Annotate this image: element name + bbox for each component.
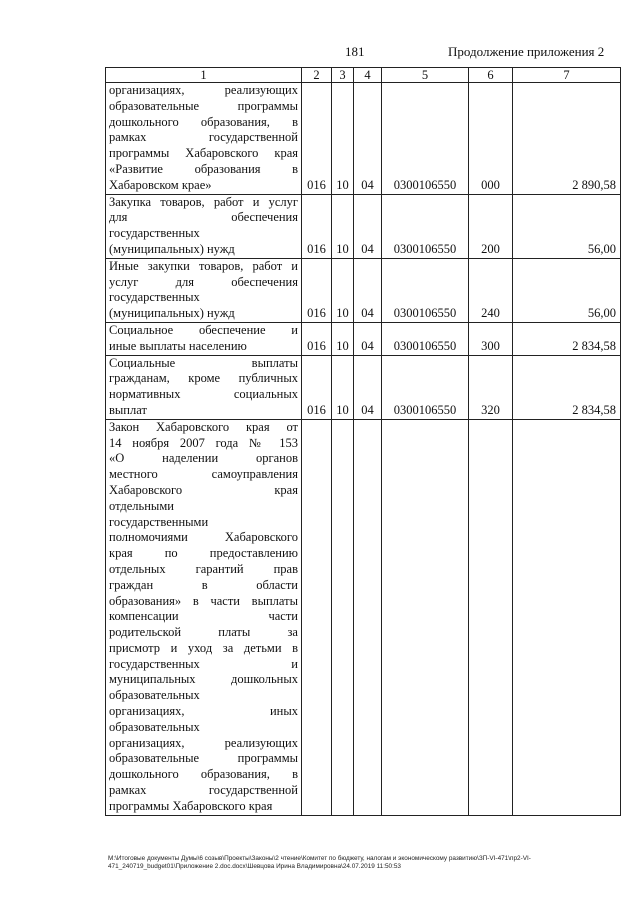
cell-c5: 0300106550 xyxy=(382,83,469,195)
cell-c7: 2 890,58 xyxy=(513,83,621,195)
row-description xyxy=(106,194,302,258)
description-line: Социальные выплаты xyxy=(109,355,298,370)
cell-c4: 04 xyxy=(354,322,382,355)
description-line: дошкольного образования, в xyxy=(109,114,298,129)
page-number: 181 xyxy=(345,44,365,59)
cell-c2: 016 xyxy=(302,83,332,195)
cell-c3 xyxy=(332,419,354,815)
description-line: полномочиями Хабаровского xyxy=(109,530,298,545)
description-line: края по предоставлению xyxy=(109,546,298,561)
description-line: компенсации части xyxy=(109,609,298,624)
header-cell: 1 xyxy=(106,68,302,83)
file-path-footer: M:\Итоговые документы Думы\6 созыв\Проекты\Законы\2 чтение\Комитет по бюджету, налогам и экономическому развитию\ЗП-VI-471\пр2-VI-471_240719_budget01\Приложение 2.doc.docx\Шевцова Ирина Владимировна\24.07.2019 11:50:53 xyxy=(108,855,531,871)
header-cell: 3 xyxy=(332,68,354,83)
table-row xyxy=(106,419,621,815)
cell-c5 xyxy=(382,419,469,815)
description-line: дошкольного образования, в xyxy=(109,767,298,782)
description-line: отдельных гарантий прав xyxy=(109,561,298,576)
cell-c5: 0300106550 xyxy=(382,355,469,419)
table-row xyxy=(106,83,621,195)
description-line: Закупка товаров, работ и услуг xyxy=(109,194,298,209)
description-line: государственных и xyxy=(109,656,298,671)
description-line: рамках государственной xyxy=(109,130,298,145)
row-description xyxy=(106,322,302,355)
row-description xyxy=(106,258,302,322)
description-line: организациях, реализующих xyxy=(109,83,298,97)
description-line: образовательных xyxy=(109,688,200,703)
header-cell: 6 xyxy=(469,68,513,83)
description-line: отдельными xyxy=(109,498,174,513)
description-line: «Развитие образования в xyxy=(109,161,298,176)
description-line: Иные закупки товаров, работ и xyxy=(109,258,298,273)
cell-c5: 0300106550 xyxy=(382,322,469,355)
cell-c3: 10 xyxy=(332,83,354,195)
header-cell: 7 xyxy=(513,68,621,83)
table-row xyxy=(106,258,621,322)
cell-c6 xyxy=(469,419,513,815)
description-line: граждан в области xyxy=(109,577,298,592)
table-row xyxy=(106,355,621,419)
description-line: выплат xyxy=(109,402,147,417)
cell-c6: 200 xyxy=(469,194,513,258)
description-line: 14 ноября 2007 года № 153 xyxy=(109,435,298,450)
description-line: «О наделении органов xyxy=(109,451,298,466)
cell-c4 xyxy=(354,419,382,815)
table-row xyxy=(106,322,621,355)
cell-c3: 10 xyxy=(332,355,354,419)
table-row xyxy=(106,194,621,258)
continuation-caption: Продолжение приложения 2 xyxy=(448,44,605,59)
cell-c7 xyxy=(513,419,621,815)
description-line: государственных xyxy=(109,290,200,305)
description-line: местного самоуправления xyxy=(109,467,298,482)
cell-c3: 10 xyxy=(332,194,354,258)
cell-c4: 04 xyxy=(354,258,382,322)
description-line: Хабаровского края xyxy=(109,482,298,497)
cell-c6: 320 xyxy=(469,355,513,419)
row-description xyxy=(106,355,302,419)
cell-c2: 016 xyxy=(302,258,332,322)
cell-c5: 0300106550 xyxy=(382,194,469,258)
row-description xyxy=(106,419,302,815)
cell-c6: 300 xyxy=(469,322,513,355)
description-line: гражданам, кроме публичных xyxy=(109,371,298,386)
cell-c2 xyxy=(302,419,332,815)
description-line: рамках государственной xyxy=(109,783,298,798)
cell-c7: 2 834,58 xyxy=(513,355,621,419)
description-line: (муниципальных) нужд xyxy=(109,306,235,321)
description-line: Социальное обеспечение и xyxy=(109,322,298,337)
description-line: нормативных социальных xyxy=(109,387,298,402)
header-cell: 4 xyxy=(354,68,382,83)
description-line: (муниципальных) нужд xyxy=(109,241,235,256)
cell-c5: 0300106550 xyxy=(382,258,469,322)
cell-c6: 240 xyxy=(469,258,513,322)
header-cell: 2 xyxy=(302,68,332,83)
budget-table xyxy=(105,67,621,816)
cell-c7: 56,00 xyxy=(513,258,621,322)
header-cell: 5 xyxy=(382,68,469,83)
description-line: программы Хабаровского края xyxy=(109,146,298,161)
description-line: государственными xyxy=(109,514,209,529)
cell-c7: 2 834,58 xyxy=(513,322,621,355)
cell-c2: 016 xyxy=(302,355,332,419)
description-line: образовательные программы xyxy=(109,751,298,766)
cell-c6: 000 xyxy=(469,83,513,195)
description-line: для обеспечения xyxy=(109,210,298,225)
description-line: муниципальных дошкольных xyxy=(109,672,298,687)
description-line: присмотр и уход за детьми в xyxy=(109,640,298,655)
description-line: Закон Хабаровского края от xyxy=(109,419,298,434)
description-line: программы Хабаровского края xyxy=(109,798,273,813)
description-line: образовательные программы xyxy=(109,98,298,113)
description-line: государственных xyxy=(109,226,200,241)
row-description xyxy=(106,83,302,195)
description-line: организациях, реализующих xyxy=(109,735,298,750)
description-line: образования» в части выплаты xyxy=(109,593,298,608)
description-line: иные выплаты населению xyxy=(109,338,247,353)
header-row xyxy=(106,68,621,83)
cell-c3: 10 xyxy=(332,258,354,322)
description-line: организациях, иных xyxy=(109,704,298,719)
cell-c4: 04 xyxy=(354,194,382,258)
cell-c2: 016 xyxy=(302,194,332,258)
cell-c7: 56,00 xyxy=(513,194,621,258)
cell-c3: 10 xyxy=(332,322,354,355)
cell-c4: 04 xyxy=(354,355,382,419)
description-line: Хабаровском крае» xyxy=(109,177,212,192)
description-line: родительской платы за xyxy=(109,625,298,640)
description-line: услуг для обеспечения xyxy=(109,274,298,289)
cell-c2: 016 xyxy=(302,322,332,355)
cell-c4: 04 xyxy=(354,83,382,195)
description-line: образовательных xyxy=(109,719,200,734)
